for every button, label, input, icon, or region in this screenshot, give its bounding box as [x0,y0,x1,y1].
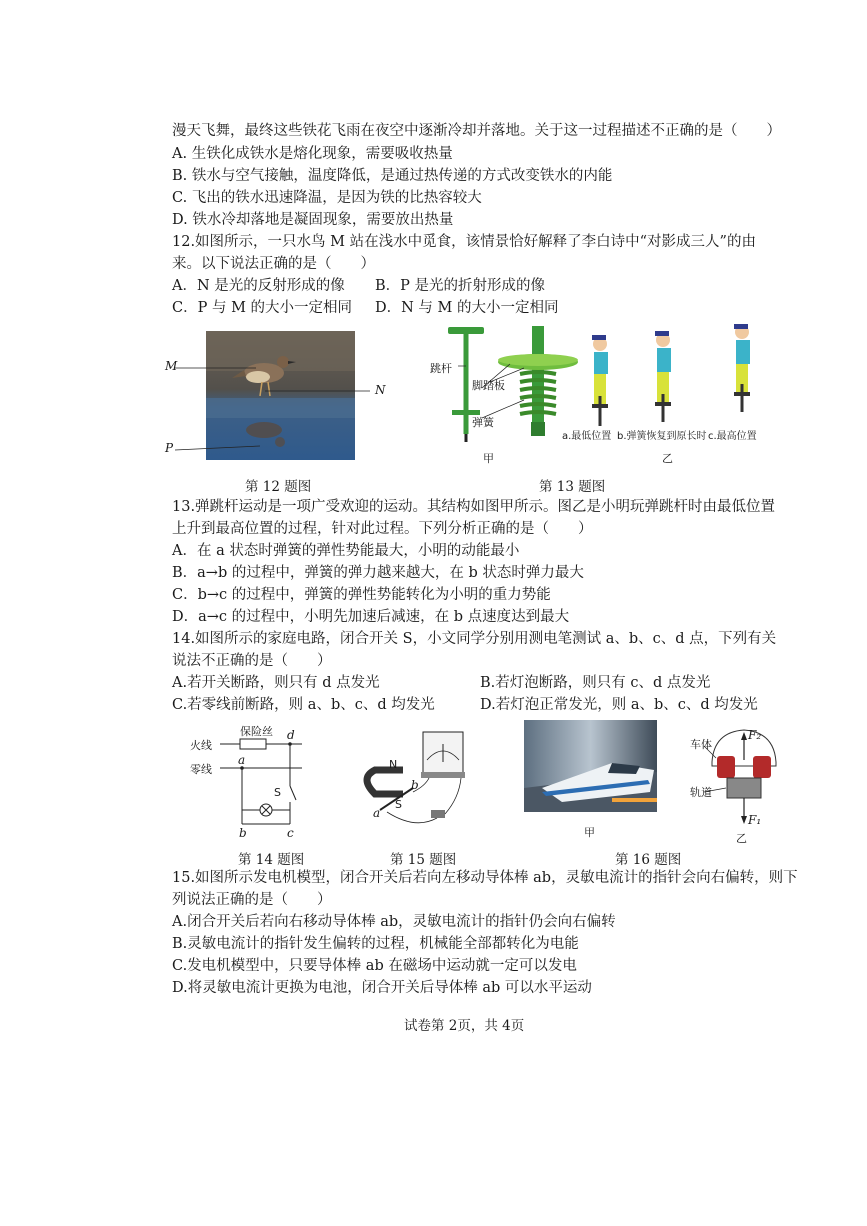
q12-option-c: C．P 与 M 的大小一定相同 [172,300,353,316]
label-magnet-n: N [389,758,398,771]
label-state-b: b.弹簧恢复到原长时 [617,431,707,442]
q13-option-c: C．b→c 的过程中，弹簧的弹性势能转化为小明的重力势能 [172,587,551,603]
label-force-f1: F₁ [748,813,762,827]
label-state-a: a.最低位置 [562,431,612,442]
label-c: c [287,826,294,840]
bird-photo [160,328,390,463]
q12-option-d: D．N 与 M 的大小一定相同 [375,300,559,316]
label-car-body: 车体 [690,738,712,751]
label-yi: 乙 [736,832,747,845]
label-magnet-s: S [395,798,402,811]
label-state-c: c.最高位置 [708,431,757,442]
label-jia: 甲 [483,452,494,465]
q14-option-d: D.若灯泡正常发光，则 a、b、c、d 均发光 [480,697,758,713]
figure-16-caption: 第 16 题图 [615,852,682,868]
maglev-train-figure [522,718,780,848]
label-switch-s: S [274,786,281,799]
q12-option-a: A．N 是光的反射形成的像 [172,278,345,294]
label-p: P [165,441,174,455]
q15-option-c: C.发电机模型中，只要导体棒 ab 在磁场中运动就一定可以发电 [172,958,577,974]
label-fuse: 保险丝 [240,725,273,738]
q14-option-c: C.若零线前断路，则 a、b、c、d 均发光 [172,697,435,713]
q15-option-d: D.将灵敏电流计更换为电池，闭合开关后导体棒 ab 可以水平运动 [172,980,592,996]
q13-stem-line2: 上升到最高位置的过程，针对此过程。下列分析正确的是（ ） [172,521,593,537]
label-d: d [287,728,295,742]
page-footer: 试卷第 2页，共 4页 [404,1018,525,1034]
label-rod-a: a [373,806,381,820]
q11-option-a: A. 生铁化成铁水是熔化现象，需要吸收热量 [172,146,453,162]
q13-option-d: D．a→c 的过程中，小明先加速后减速，在 b 点速度达到最大 [172,609,570,625]
q12-stem-line2: 来。以下说法正确的是（ ） [172,256,375,272]
q15-option-a: A.闭合开关后若向右移动导体棒 ab，灵敏电流计的指针仍会向右偏转 [172,914,616,930]
q14-stem-line2: 说法不正确的是（ ） [172,653,332,669]
label-pedal: 脚踏板 [472,379,505,392]
q11-option-c: C. 飞出的铁水迅速降温，是因为铁的比热容较大 [172,190,482,206]
figure-13 [420,322,780,467]
label-jia: 甲 [584,826,595,839]
q15-stem-line1: 15.如图所示发电机模型，闭合开关后若向左移动导体棒 ab，灵敏电流计的指针会向右偏转，则下 [172,870,798,886]
q14-option-a: A.若开关断路，则只有 d 点发光 [172,675,380,691]
label-spring: 弹簧 [472,416,494,429]
q13-stem-line1: 13.弹跳杆运动是一项广受欢迎的运动。其结构如图甲所示。图乙是小明玩弹跳杆时由最低位置 [172,499,776,515]
label-yi: 乙 [662,452,673,465]
q15-option-b: B.灵敏电流计的指针发生偏转的过程，机械能全部都转化为电能 [172,936,579,952]
figure-16 [522,718,780,848]
figure-15-caption: 第 15 题图 [390,852,457,868]
pogo-stick-diagram [420,322,780,467]
label-neutral-wire: 零线 [190,763,212,776]
q14-option-b: B.若灯泡断路，则只有 c、d 点发光 [480,675,711,691]
q13-option-a: A．在 a 状态时弹簧的弹性势能最大，小明的动能最小 [172,543,520,559]
label-rod-b: b [411,778,419,792]
q13-option-b: B．a→b 的过程中，弹簧的弹力越来越大，在 b 状态时弹力最大 [172,565,584,581]
label-a: a [238,753,246,767]
label-n: N [375,383,386,397]
label-force-f2: F₂ [748,728,762,742]
q12-option-b: B．P 是光的折射形成的像 [375,278,546,294]
label-b: b [239,826,247,840]
label-m: M [165,359,178,373]
figure-13-caption: 第 13 题图 [539,479,606,495]
q11-stem: 漫天飞舞，最终这些铁花飞雨在夜空中逐渐冷却并落地。关于这一过程描述不正确的是（ ） [172,123,781,139]
label-live-wire: 火线 [190,739,212,752]
figure-15 [355,718,475,840]
q11-option-d: D. 铁水冷却落地是凝固现象，需要放出热量 [172,212,454,228]
q15-stem-line2: 列说法正确的是（ ） [172,892,332,908]
label-rail: 轨道 [690,786,712,799]
q14-stem-line1: 14.如图所示的家庭电路，闭合开关 S，小文同学分别用测电笔测试 a、b、c、d 点，下列有关 [172,631,777,647]
figure-14 [190,720,310,842]
q11-option-b: B. 铁水与空气接触，温度降低，是通过热传递的方式改变铁水的内能 [172,168,613,184]
q12-stem-line1: 12.如图所示，一只水鸟 M 站在浅水中觅食，该情景恰好解释了李白诗中“对影成三人”的由 [172,234,756,250]
figure-12-caption: 第 12 题图 [245,479,312,495]
label-pole: 跳杆 [430,362,452,375]
figure-12 [160,328,390,463]
figure-14-caption: 第 14 题图 [238,852,305,868]
